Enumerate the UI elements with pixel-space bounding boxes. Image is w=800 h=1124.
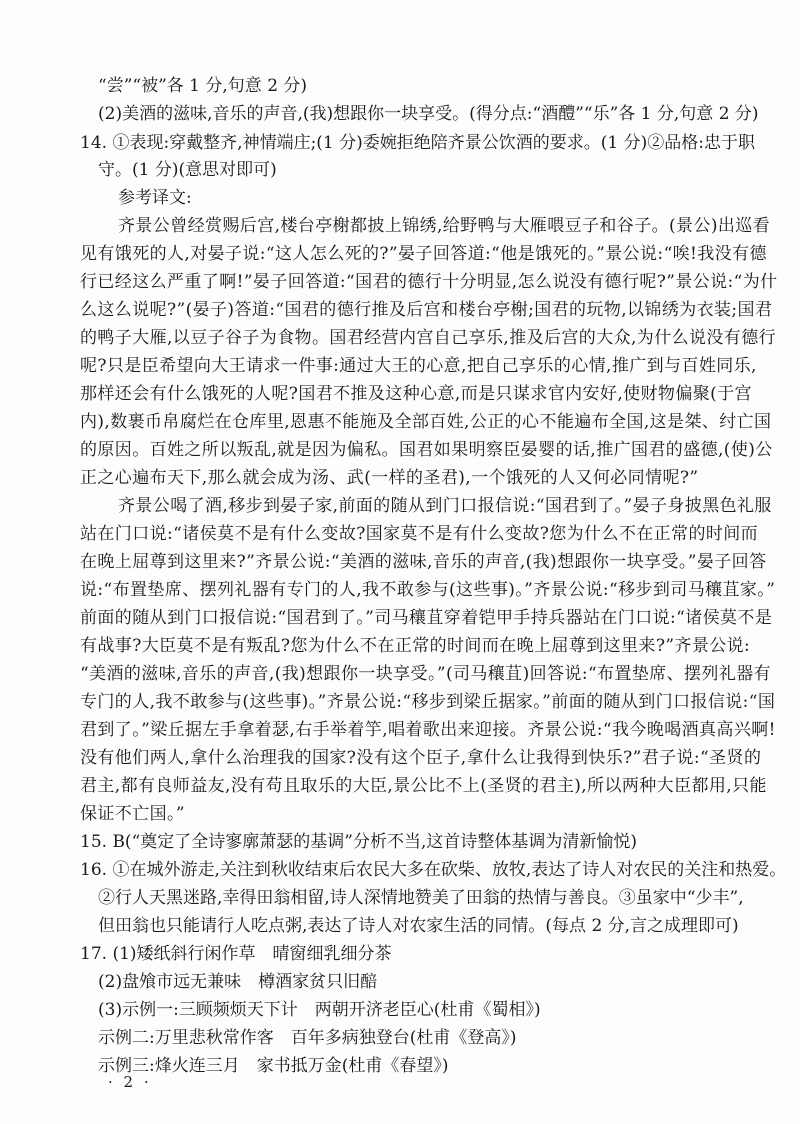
question-16-answer: 16. ①在城外游走,关注到秋收结束后农民大多在砍柴、放牧,表达了诗人对农民的关注和热爱。	[80, 860, 787, 880]
translation-line: 行已经这么严重了啊!”晏子回答道:“国君的德行十分明显,怎么说没有德行呢?”景公说:“为什	[80, 272, 778, 292]
translation-line: 见有饿死的人,对晏子说:“这人怎么死的?”晏子回答道:“他是饿死的。”景公说:“唉!我没有德	[80, 244, 767, 264]
question-17-answer: 17. (1)矮纸斜行闲作草 晴窗细乳细分茶	[80, 944, 392, 964]
translation-line: 有战事?大臣莫不是有叛乱?您为什么不在正常的时间而在晚上屈尊到这里来?”齐景公说:	[80, 636, 751, 656]
text-line: 示例三:烽火连三月 家书抵万金(杜甫《春望》)	[98, 1056, 449, 1076]
text-line: 但田翁也只能请行人吃点粥,表达了诗人对农家生活的同情。(每点 2 分,言之成理即可)	[98, 916, 739, 936]
translation-line: 站在门口说:“诸侯莫不是有什么变故?国家莫不是有什么变故?您为什么不在正常的时间而	[80, 524, 759, 544]
translation-line: 专门的人,我不敢参与(这些事)。”齐景公说:“移步到梁丘据家。”前面的随从到门口报信说:“国	[80, 692, 776, 712]
translation-line: 没有他们两人,拿什么治理我的国家?没有这个臣子,拿什么让我得到快乐?”君子说:“圣贤的	[80, 748, 762, 768]
translation-line: 的鸭子大雁,以豆子谷子为食物。国君经营内宫自己享乐,推及后宫的大众,为什么说没有德行	[80, 328, 777, 348]
text-line: 示例二:万里悲秋常作客 百年多病独登台(杜甫《登高》)	[98, 1028, 517, 1048]
translation-line: 君到了。”梁丘据左手拿着瑟,右手举着竽,唱着歌出来迎接。齐景公说:“我今晚喝酒真高兴啊!	[80, 720, 776, 740]
translation-line: 的原因。百姓之所以叛乱,就是因为偏私。国君如果明察臣晏婴的话,推广国君的盛德,(使)公	[80, 440, 773, 460]
translation-line: 保证不亡国。”	[80, 804, 185, 824]
text-line: 守。(1 分)(意思对即可)	[98, 160, 277, 180]
translation-line: “美酒的滋味,音乐的声音,(我)想跟你一块享受。”(司马穰苴)回答说:“布置垫席、摆列礼器有	[80, 664, 772, 684]
text-line: “尝”“被”各 1 分,句意 2 分)	[98, 76, 308, 96]
question-15-answer: 15. B(“奠定了全诗寥廓萧瑟的基调”分析不当,这首诗整体基调为清新愉悦)	[80, 832, 637, 852]
question-14-answer: 14. ①表现:穿戴整齐,神情端庄;(1 分)委婉拒绝陪齐景公饮酒的要求。(1 分)②品格:忠于职	[80, 133, 755, 153]
text-line: (2)美酒的滋味,音乐的声音,(我)想跟你一块享受。(得分点:“酒醴”“乐”各 1 分,句意 2 分)	[98, 104, 759, 124]
translation-line: 呢?只是臣希望向大王请求一件事:通过大王的心意,把自己享乐的心情,推广到与百姓同乐,	[80, 356, 757, 376]
text-line: (3)示例一:三顾频烦天下计 两朝开济老臣心(杜甫《蜀相》)	[98, 1000, 541, 1020]
translation-line: 君主,都有良师益友,没有苟且取乐的大臣,景公比不上(圣贤的君主),所以两种大臣都用,只能	[80, 776, 767, 796]
translation-line: 齐景公喝了酒,移步到晏子家,前面的随从到门口报信说:“国君到了。”晏子身披黑色礼服	[118, 496, 772, 516]
translation-line: 正之心遍布天下,那么就会成为汤、武(一样的圣君),一个饿死的人又何必同情呢?”	[80, 468, 699, 488]
text-line: (2)盘飧市远无兼味 樽酒家贫只旧醅	[98, 972, 378, 992]
page-number: · 2 ·	[108, 1073, 152, 1091]
translation-line: 么这么说呢?”(晏子)答道:“国君的德行推及后宫和楼台亭榭;国君的玩物,以锦绣为衣装;国君	[80, 300, 773, 320]
translation-line: 内),数裹币帛腐烂在仓库里,恩惠不能施及全部百姓,公正的心不能遍布全国,这是桀、纣亡国	[80, 412, 772, 432]
text-line: ②行人天黑迷路,幸得田翁相留,诗人深情地赞美了田翁的热情与善良。③虽家中“少丰”,	[98, 888, 744, 908]
translation-line: 前面的随从到门口报信说:“国君到了。”司马穰苴穿着铠甲手持兵器站在门口说:“诸侯莫不是	[80, 608, 773, 628]
translation-line: 在晚上屈尊到这里来?”齐景公说:“美酒的滋味,音乐的声音,(我)想跟你一块享受。”晏子回答	[80, 552, 767, 572]
translation-line: 那样还会有什么饿死的人呢?国君不推及这种心意,而是只谋求官内安好,使财物偏聚(于宫	[80, 384, 752, 404]
translation-line: 说:“布置垫席、摆列礼器有专门的人,我不敢参与(这些事)。”齐景公说:“移步到司马穰苴家。”	[80, 580, 776, 600]
translation-line: 齐景公曾经赏赐后宫,楼台亭榭都披上锦绣,给野鸭与大雁喂豆子和谷子。(景公)出巡看	[118, 216, 771, 236]
translation-heading: 参考译文:	[118, 188, 192, 208]
